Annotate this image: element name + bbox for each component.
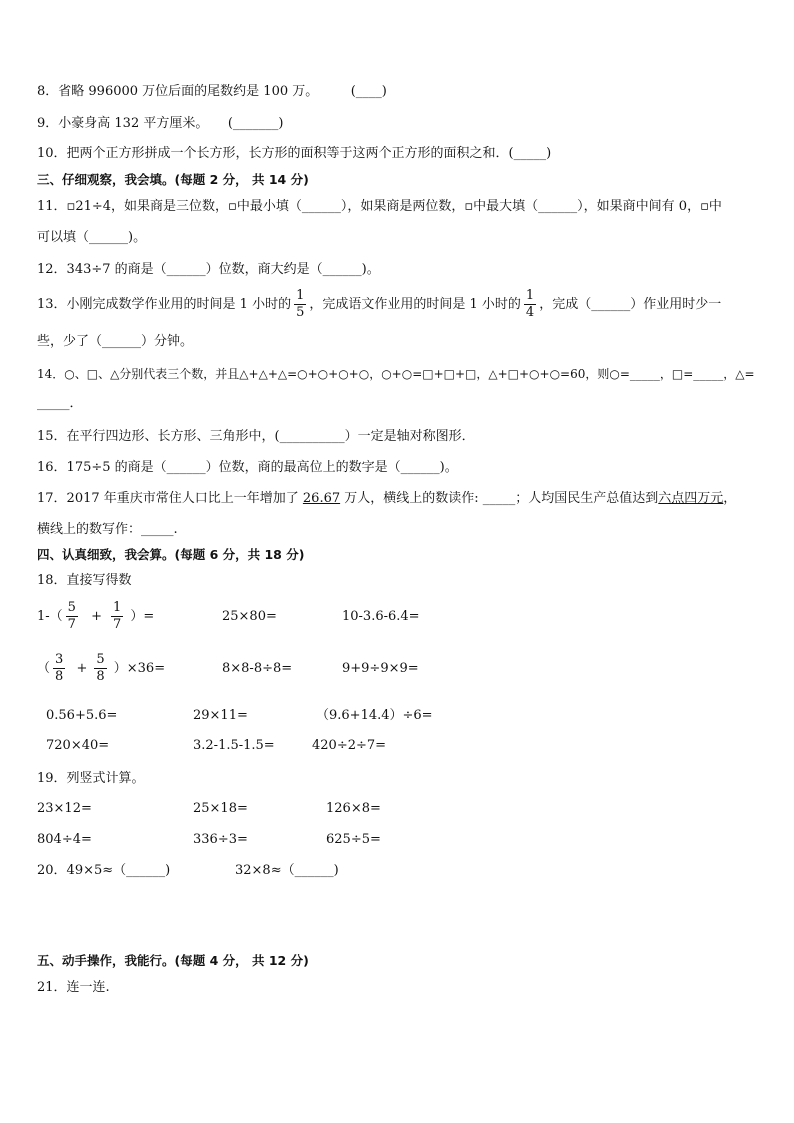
q13-text-1: 13．小刚完成数学作业用的时间是 1 小时的 [37, 297, 292, 312]
question-16: 16．175÷5 的商是（______）位数，商的最高位上的数字是（______)。 [37, 460, 458, 475]
calc-paren-open: （ [37, 661, 51, 676]
calc-r2c3: 9+9÷9×9= [342, 661, 419, 676]
q13-text-3: ，完成（______）作业用时少一 [539, 297, 722, 312]
q13-text-2: ，完成语文作业用的时间是 1 小时的 [309, 297, 521, 312]
calc-r2c2: 8×8-8÷8= [222, 661, 293, 676]
q17-underlined-number: 26.67 [302, 491, 341, 506]
fraction-denominator: 8 [55, 669, 64, 684]
question-21: 21．连一连. [37, 980, 110, 995]
fraction-denominator: 8 [96, 669, 105, 684]
vertical-r2c1: 804÷4= [37, 832, 92, 847]
section-5-heading: 五、动手操作，我能行。(每题 4 分， 共 12 分) [37, 953, 309, 968]
fraction-numerator: 3 [55, 652, 64, 667]
calc-r1c3: 10-3.6-6.4= [342, 609, 420, 624]
fraction-denominator: 5 [296, 305, 305, 320]
calc-r3c3: （9.6+14.4）÷6= [316, 708, 433, 723]
question-14-line2: _____． [37, 396, 83, 411]
calc-r2c1 [37, 652, 165, 686]
fraction-three-eighths [53, 652, 65, 685]
calc-r4c1: 720×40= [46, 738, 110, 753]
question-12: 12．343÷7 的商是（______）位数，商大约是（______)。 [37, 262, 380, 277]
question-14-line1: 14．○、□、△分别代表三个数，并且△+△+△=○+○+○+○，○+○=□+□+□，△+□+○+○=60，则○=_____，□=_____，△= [37, 367, 755, 381]
q17-text-2: 万人，横线上的数读作: _____；人均国民生产总值达到 [340, 491, 659, 506]
vertical-r1c3: 126×8= [326, 801, 381, 816]
calc-r4c2: 3.2-1.5-1.5= [193, 738, 275, 753]
fraction-one-seventh [111, 600, 123, 633]
q17-text-3: ， [723, 491, 737, 506]
fraction-denominator: 7 [113, 617, 122, 632]
question-18: 18．直接写得数 [37, 573, 132, 588]
question-20-a: 20．49×5≈（______) [37, 863, 171, 878]
question-20-b: 32×8≈（______) [235, 863, 339, 878]
calc-r4c3: 420÷2÷7= [312, 738, 387, 753]
calc-r1c1 [37, 600, 154, 634]
vertical-r2c3: 625÷5= [326, 832, 381, 847]
question-17-line2: 横线上的数写作：_____. [37, 522, 178, 537]
fraction-one-fifth [294, 288, 306, 321]
fraction-denominator: 4 [525, 305, 535, 320]
vertical-r2c2: 336÷3= [193, 832, 248, 847]
calc-r3c1: 0.56+5.6= [46, 708, 118, 723]
q17-underlined-words: 六点四万元 [658, 491, 724, 506]
question-11-line1: 11．▫21÷4，如果商是三位数，▫中最小填（______），如果商是两位数，▫中最大填（______），如果商中间有 0，▫中 [37, 199, 722, 214]
question-11-line2: 可以填（______)。 [37, 230, 147, 245]
plus-sign: + [76, 661, 88, 676]
calc-paren-open: 1-（ [37, 609, 63, 624]
question-10: 10．把两个正方形拼成一个长方形，长方形的面积等于这两个正方形的面积之和．(_____) [37, 146, 552, 161]
fraction-numerator: 1 [296, 288, 305, 303]
fraction-numerator: 1 [525, 288, 535, 303]
question-9: 9．小豪身高 132 平方厘米。 (_______) [37, 116, 284, 131]
question-15: 15．在平行四边形、长方形、三角形中，(__________）一定是轴对称图形． [37, 429, 475, 444]
fraction-one-fourth [524, 288, 536, 321]
calc-paren-close: ）×36= [113, 661, 166, 676]
q17-text-1: 17．2017 年重庆市常住人口比上一年增加了 [37, 491, 303, 506]
plus-sign: + [91, 609, 102, 624]
fraction-five-sevenths [66, 600, 78, 633]
calc-r3c2: 29×11= [193, 708, 248, 723]
section-3-heading: 三、仔细观察，我会填。(每题 2 分， 共 14 分) [37, 172, 309, 187]
vertical-r1c2: 25×18= [193, 801, 248, 816]
question-19: 19．列竖式计算。 [37, 771, 145, 786]
calc-paren-close: ）= [130, 609, 155, 624]
fraction-numerator: 1 [113, 600, 122, 615]
calc-r1c2: 25×80= [222, 609, 277, 624]
vertical-r1c1: 23×12= [37, 801, 92, 816]
question-13-line2: 些，少了（______）分钟。 [37, 334, 194, 349]
fraction-denominator: 7 [67, 617, 76, 632]
question-17-line1 [37, 491, 736, 507]
fraction-numerator: 5 [67, 600, 76, 615]
fraction-five-eighths [94, 652, 106, 685]
question-13-line1 [37, 288, 721, 322]
section-4-heading: 四、认真细致，我会算。(每题 6 分，共 18 分) [37, 547, 305, 562]
fraction-numerator: 5 [96, 652, 105, 667]
question-8: 8．省略 996000 万位后面的尾数约是 100 万。 (____) [37, 84, 387, 99]
